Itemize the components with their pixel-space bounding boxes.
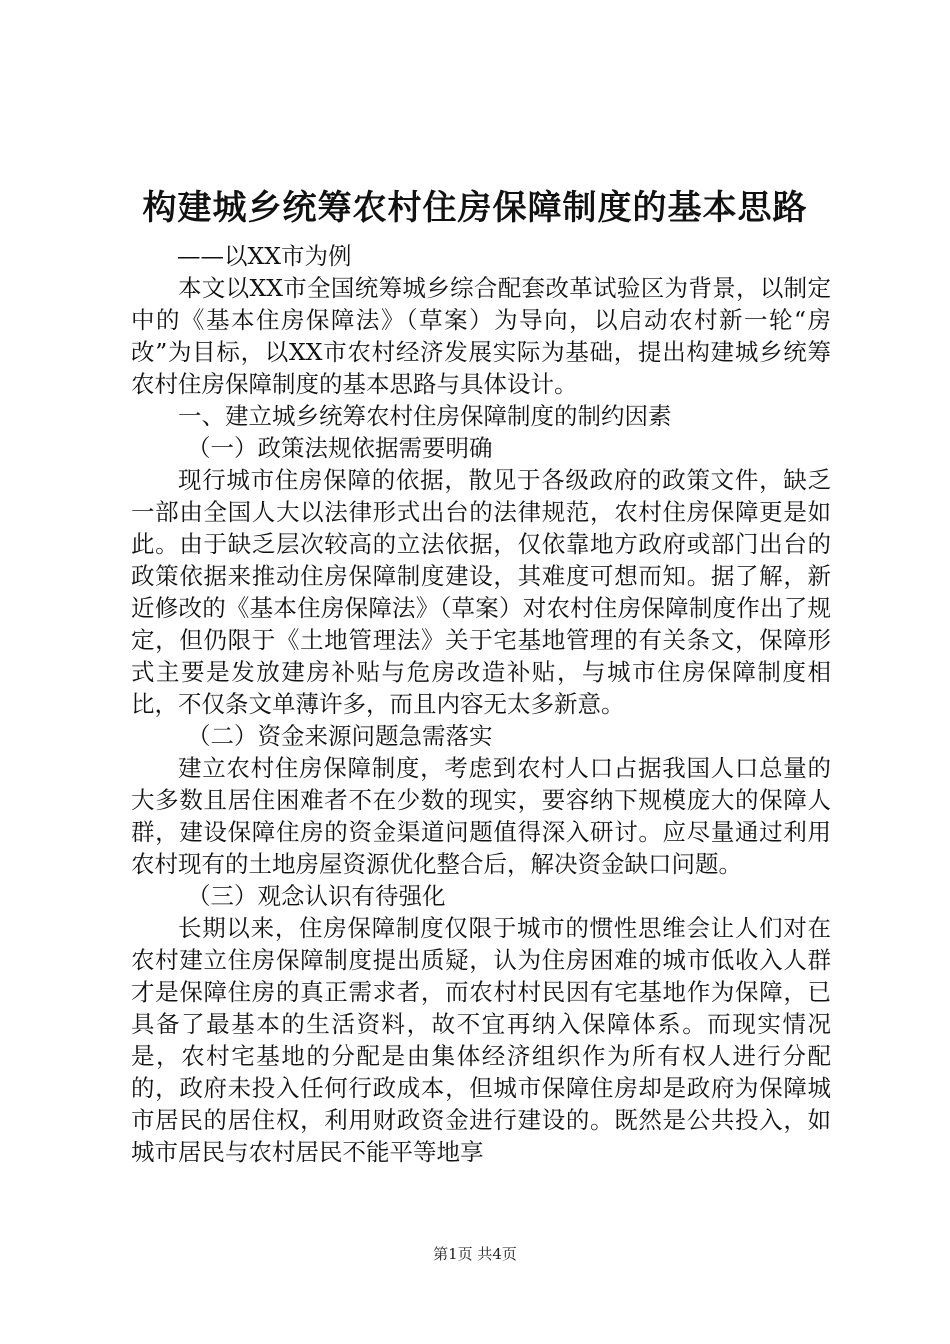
- subsection-paragraph-1: 现行城市住房保障的依据，散见于各级政府的政策文件，缺乏一部由全国人大以法律形式出台的法律规范，农村住房保障更是如此。由于缺乏层次较高的立法依据，仅依靠地方政府或部门出台的政策依据来推动住房保障制度建设，其难度可想而知。据了解，新近修改的《基本住房保障法》（草案）对农村住房保障制度作出了规定，但仍限于《土地管理法》关于宅基地管理的有关条文，保障形式主要是发放建房补贴与危房改造补贴，与城市住房保障制度相比，不仅条文单薄许多，而且内容无太多新意。: [131, 466, 831, 718]
- document-body: [131, 240, 831, 1168]
- subsection-paragraph-3: 长期以来，住房保障制度仅限于城市的惯性思维会让人们对在农村建立住房保障制度提出质疑，认为住房困难的城市低收入人群才是保障住房的真正需求者，而农村村民因有宅基地作为保障，已具备了最基本的生活资料，故不宜再纳入保障体系。而现实情况是，农村宅基地的分配是由集体经济组织作为所有权人进行分配的，政府未投入任何行政成本，但城市保障住房却是政府为保障城市居民的居住权，利用财政资金进行建设的。既然是公共投入，如城市居民与农村居民不能平等地享: [131, 914, 831, 1166]
- subsection-heading-1: （一）政策法规依据需要明确: [187, 434, 493, 462]
- subsection-heading-2: （二）资金来源问题急需落实: [187, 722, 493, 750]
- intro-paragraph: 本文以XX市全国统筹城乡综合配套改革试验区为背景，以制定中的《基本住房保障法》（草案）为导向，以启动农村新一轮“房改”为目标，以XX市农村经济发展实际为基础，提出构建城乡统筹农村住房保障制度的基本思路与具体设计。: [131, 274, 831, 398]
- subsection-heading-3: （三）观念认识有待强化: [187, 882, 446, 910]
- page-number: 第1页 共4页: [433, 1245, 517, 1263]
- subsection-paragraph-2: 建立农村住房保障制度，考虑到农村人口占据我国人口总量的大多数且居住困难者不在少数的现实，要容纳下规模庞大的保障人群，建设保障住房的资金渠道问题值得深入研讨。应尽量通过利用农村现有的土地房屋资源优化整合后，解决资金缺口问题。: [131, 754, 831, 878]
- section-heading-1: 一、建立城乡统筹农村住房保障制度的制约因素: [178, 402, 672, 430]
- subtitle: ——以XX市为例: [177, 242, 352, 270]
- page-title: 构建城乡统筹农村住房保障制度的基本思路: [142, 188, 808, 228]
